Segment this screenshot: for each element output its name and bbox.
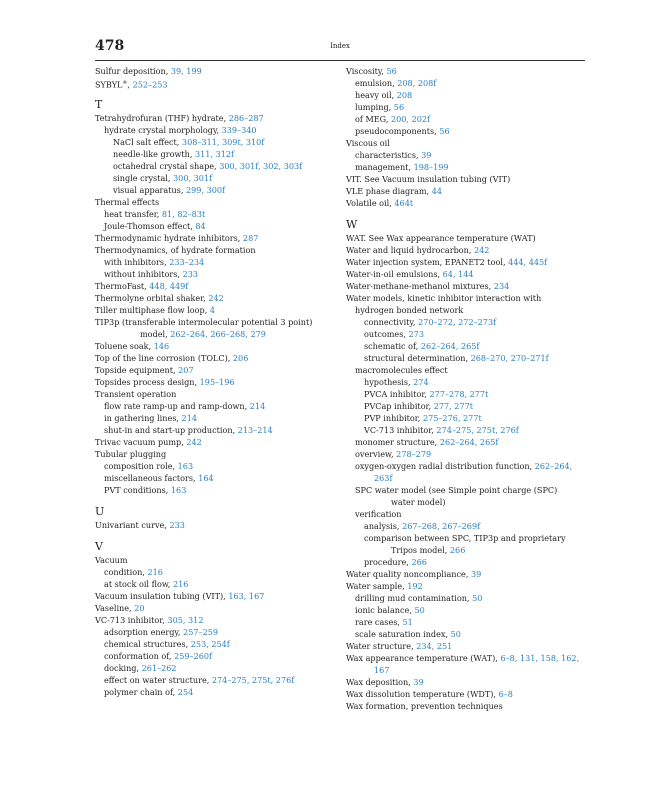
entry-term: scale saturation index, xyxy=(355,629,451,639)
page-reference-link[interactable]: 51 xyxy=(402,617,413,627)
entry-term: Wax formation, prevention techniques xyxy=(346,701,503,711)
entry-shut-in-start-up xyxy=(95,424,335,436)
page-reference-link[interactable]: 163, 167 xyxy=(228,591,265,601)
entry-term: monomer structure, xyxy=(355,437,440,447)
entry-miscellaneous-factors xyxy=(95,472,335,484)
entry-term-suffix: , xyxy=(127,79,133,90)
entry-univariant-curve xyxy=(95,519,335,531)
entry-term: without inhibitors, xyxy=(104,269,183,279)
entry-toluene-soak xyxy=(95,340,335,352)
page-reference-link[interactable]: 208 xyxy=(396,90,413,100)
entry-polymer-chain xyxy=(95,686,335,698)
entry-term: VC-713 inhibitor, xyxy=(364,425,437,435)
page-reference-link[interactable]: 277–278, 277t xyxy=(429,389,489,399)
entry-term: polymer chain of, xyxy=(104,687,178,697)
entry-analysis xyxy=(346,520,586,532)
entry-term: Water sample, xyxy=(346,581,408,591)
entry-thf-hydrate xyxy=(95,112,335,124)
page-reference-link[interactable]: 198–199 xyxy=(413,162,449,172)
page-reference-link[interactable]: 254 xyxy=(177,687,194,697)
entry-term: characteristics, xyxy=(355,150,422,160)
entry-term: VLE phase diagram, xyxy=(346,186,432,196)
entry-term: docking, xyxy=(104,663,142,673)
section-v: V xyxy=(95,540,103,553)
page-reference-link[interactable]: 207 xyxy=(178,365,194,375)
entry-viscosity xyxy=(346,65,586,77)
page-reference-link[interactable]: 257–259 xyxy=(183,627,219,637)
entry-trivac-vacuum-pump xyxy=(95,436,335,448)
entry-term: Tetrahydrofuran (THF) hydrate, xyxy=(95,113,229,123)
entry-term: needle-like growth, xyxy=(113,149,195,159)
entry-term: octahedral crystal shape, xyxy=(113,161,220,171)
entry-term: Wax dissolution temperature (WDT), xyxy=(346,689,499,699)
entry-term: Topside equipment, xyxy=(95,365,179,375)
page-reference-link[interactable]: 6–8 xyxy=(498,689,513,699)
page-reference-link[interactable]: 308–311, 309t, 310f xyxy=(181,137,265,147)
entry-term: Thermodynamics, of hydrate formation xyxy=(95,245,256,255)
entry-tip3p xyxy=(95,316,335,328)
entry-pvp-inhibitor xyxy=(346,412,586,424)
entry-composition-role xyxy=(95,460,335,472)
page-reference-link[interactable]: 259–260f xyxy=(174,651,213,661)
entry-adsorption-energy xyxy=(95,626,335,638)
entry-term: lumping, xyxy=(355,102,394,112)
entry-term: PVCap inhibitor, xyxy=(364,401,434,411)
page-reference-link[interactable]: 268–270, 270–271f xyxy=(470,353,549,363)
entry-term: Trivac vacuum pump, xyxy=(95,437,187,447)
page-reference-link[interactable]: 56 xyxy=(393,102,405,112)
entry-term: connectivity, xyxy=(364,317,419,327)
entry-term: Vaseline, xyxy=(95,603,135,613)
page-reference-link[interactable]: 233 xyxy=(182,269,199,279)
entry-term: water model) xyxy=(391,497,446,507)
entry-term: PVCA inhibitor, xyxy=(364,389,430,399)
entry-transient-operation xyxy=(95,388,335,400)
page-header xyxy=(95,38,585,61)
entry-of-meg xyxy=(346,113,586,125)
page-reference-link[interactable]: 6–8, 131, 158, 162, xyxy=(500,653,580,663)
entry-term: PVT conditions, xyxy=(104,485,171,495)
entry-term: management, xyxy=(355,162,414,172)
entry-term: VIT. See Vacuum insulation tubing (VIT) xyxy=(346,174,511,184)
page-reference-link[interactable]: 274 xyxy=(413,377,429,387)
entry-oxygen-oxygen-rdf-cont xyxy=(346,472,586,484)
entry-connectivity xyxy=(346,316,586,328)
page-reference-link[interactable]: 286–287 xyxy=(228,113,264,123)
entry-term: ThermoFast, xyxy=(95,281,150,291)
entry-vle-phase-diagram xyxy=(346,185,586,197)
entry-term: shut-in and start-up production, xyxy=(104,425,238,435)
page-number: 478 xyxy=(95,38,125,54)
page-reference-link[interactable]: 275–276, 277t xyxy=(422,413,482,423)
page-reference-link[interactable]: 233 xyxy=(169,520,185,530)
entry-heavy-oil xyxy=(346,89,586,101)
entry-ionic-balance xyxy=(346,604,586,616)
entry-pvt-conditions xyxy=(95,484,335,496)
entry-term: Vacuum insulation tubing (VIT), xyxy=(95,591,229,601)
entry-term: Topsides process design, xyxy=(95,377,200,387)
running-head: Index xyxy=(330,42,350,50)
entry-topsides-process-design xyxy=(95,376,335,388)
entry-stock-oil-flow xyxy=(95,578,335,590)
entry-wat xyxy=(346,232,586,244)
entry-vc-713-inhibitor-w xyxy=(346,424,586,436)
entry-term: single crystal, xyxy=(113,173,174,183)
entry-term: Water-methane-methanol mixtures, xyxy=(346,281,494,291)
page-reference-link[interactable]: 20 xyxy=(134,603,145,613)
entry-term: PVP inhibitor, xyxy=(364,413,423,423)
registered-mark: ® xyxy=(122,80,128,86)
entry-term: VC-713 inhibitor, xyxy=(95,615,168,625)
entry-term: structural determination, xyxy=(364,353,471,363)
entry-lumping xyxy=(346,101,586,113)
entry-monomer-structure xyxy=(346,436,586,448)
entry-tip3p-model xyxy=(95,328,335,340)
entry-water-in-oil-emulsions xyxy=(346,268,586,280)
page-reference-link[interactable]: 84 xyxy=(195,221,206,231)
entry-term: at stock oil flow, xyxy=(104,579,173,589)
entry-term: miscellaneous factors, xyxy=(104,473,199,483)
page-reference-link[interactable]: 81, 82–83t xyxy=(161,209,206,219)
page-reference-link[interactable]: 266 xyxy=(411,557,427,567)
entry-term: Water quality noncompliance, xyxy=(346,569,471,579)
section-t: T xyxy=(95,98,103,111)
page-reference-link[interactable]: 300, 301f xyxy=(173,173,213,183)
entry-term: chemical structures, xyxy=(104,639,191,649)
entry-term: analysis, xyxy=(364,521,403,531)
page-reference-link[interactable]: 39, 199 xyxy=(170,66,202,76)
page-reference-link[interactable]: 274–275, 275t, 276f xyxy=(436,425,519,435)
entry-joule-thomson xyxy=(95,220,335,232)
entry-term: Thermolyne orbital shaker, xyxy=(95,293,209,303)
entry-term: conformation of, xyxy=(104,651,175,661)
entry-tripos-model xyxy=(346,544,586,556)
entry-term: SPC water model (see Simple point charge (SPC) xyxy=(355,485,558,495)
page-reference-link[interactable]: 299, 300f xyxy=(186,185,226,195)
page-reference-link[interactable]: 195–196 xyxy=(199,377,235,387)
entry-tiller-multiphase-flow-loop xyxy=(95,304,335,316)
entry-term: Vacuum xyxy=(95,555,128,565)
entry-term: schematic of, xyxy=(364,341,421,351)
entry-tolc xyxy=(95,352,335,364)
page-reference-link[interactable]: 216 xyxy=(172,579,189,589)
page-reference-link[interactable]: 50 xyxy=(472,593,483,603)
entry-water-structure xyxy=(346,640,586,652)
entry-gathering-lines xyxy=(95,412,335,424)
entry-term: emulsion, xyxy=(355,78,398,88)
entry-sulfur-deposition xyxy=(95,65,335,77)
entry-term: Thermal effects xyxy=(95,197,160,207)
page-reference-link[interactable]: 50 xyxy=(450,629,461,639)
entry-single-crystal xyxy=(95,172,335,184)
page-reference-link[interactable]: 56 xyxy=(386,66,397,76)
entry-visual-apparatus xyxy=(95,184,335,196)
entry-overview xyxy=(346,448,586,460)
page-reference-link[interactable]: 233–234 xyxy=(169,257,205,267)
entry-term: composition role, xyxy=(104,461,178,471)
entry-octahedral-crystal-shape xyxy=(95,160,335,172)
page-reference-link[interactable]: 39 xyxy=(413,677,424,687)
index-column-right xyxy=(346,65,586,712)
entry-term: Viscosity, xyxy=(346,66,387,76)
page-reference-link[interactable]: 214 xyxy=(181,413,197,423)
page-reference-link[interactable]: 339–340 xyxy=(221,125,257,135)
section-u: U xyxy=(95,505,105,518)
page-reference-link[interactable]: 253, 254f xyxy=(190,639,230,649)
entry-term: Thermodynamic hydrate inhibitors, xyxy=(95,233,243,243)
page-reference-link[interactable]: 267–268, 267–269f xyxy=(402,521,481,531)
entry-schematic-of xyxy=(346,340,586,352)
entry-term: effect on water structure, xyxy=(104,675,212,685)
entry-vit xyxy=(346,173,586,185)
page-reference-link[interactable]: 242 xyxy=(473,245,490,255)
entry-rare-cases xyxy=(346,616,586,628)
entry-flow-rate-ramp xyxy=(95,400,335,412)
entry-hypothesis xyxy=(346,376,586,388)
entry-vc-713-inhibitor xyxy=(95,614,335,626)
page-reference-link[interactable]: 242 xyxy=(208,293,224,303)
page-reference-link[interactable]: 252–253 xyxy=(132,79,168,90)
entry-term: of MEG, xyxy=(355,114,391,124)
page-reference-link[interactable]: 274–275, 275t, 276f xyxy=(211,675,295,685)
entry-term: hydrogen bonded network xyxy=(355,305,464,315)
page-reference-link[interactable]: 305, 312 xyxy=(167,615,204,625)
entry-term: macromolecules effect xyxy=(355,365,448,375)
page-reference-link[interactable]: 56 xyxy=(439,126,450,136)
entry-hydrogen-bonded-network xyxy=(346,304,586,316)
entry-wax-formation xyxy=(346,700,586,712)
entry-thermofast xyxy=(95,280,335,292)
page-reference-link[interactable]: 270–272, 272–273f xyxy=(418,317,497,327)
page-reference-link[interactable]: 167 xyxy=(374,665,390,675)
entry-thermolyne-orbital-shaker xyxy=(95,292,335,304)
entry-comparison-spc-tip3p xyxy=(346,532,586,544)
entry-term: pseudocomponents, xyxy=(355,126,440,136)
page-reference-link[interactable]: 39 xyxy=(421,150,432,160)
page-reference-link[interactable]: 216 xyxy=(147,567,163,577)
entry-term: procedure, xyxy=(364,557,412,567)
page-reference-link[interactable]: 4 xyxy=(209,305,216,315)
entry-term: Sulfur deposition, xyxy=(95,66,171,76)
entry-wax-deposition xyxy=(346,676,586,688)
page-reference-link[interactable]: 261–262 xyxy=(141,663,177,673)
entry-thermodynamic-hydrate-inhibitors xyxy=(95,232,335,244)
entry-term: SYBYL xyxy=(95,79,123,90)
entry-term: visual apparatus, xyxy=(113,185,186,195)
entry-spc-water-model-cont xyxy=(346,496,586,508)
entry-term: NaCl salt effect, xyxy=(113,137,182,147)
entry-term: Joule-Thomson effect, xyxy=(104,221,196,231)
entry-chemical-structures xyxy=(95,638,335,650)
page-reference-link[interactable]: 277, 277t xyxy=(433,401,473,411)
entry-spc-water-model xyxy=(346,484,586,496)
entry-term: adsorption energy, xyxy=(104,627,184,637)
entry-tubular-plugging xyxy=(95,448,335,460)
page-reference-link[interactable]: 214 xyxy=(249,401,266,411)
entry-viscous-oil xyxy=(346,137,586,149)
entry-emulsion xyxy=(346,77,586,89)
section-w: W xyxy=(346,218,358,231)
entry-term: WAT. See Wax appearance temperature (WAT) xyxy=(346,233,536,243)
page-reference-link[interactable]: 164 xyxy=(198,473,214,483)
entry-sybyl xyxy=(95,77,335,89)
entry-term: Tubular plugging xyxy=(95,449,167,459)
entry-term: Wax deposition, xyxy=(346,677,414,687)
entry-term: outcomes, xyxy=(364,329,409,339)
page-reference-link[interactable]: 262–264, 265f xyxy=(420,341,480,351)
entry-term: with inhibitors, xyxy=(104,257,170,267)
entry-water-sample xyxy=(346,580,586,592)
entry-outcomes xyxy=(346,328,586,340)
entry-vacuum-condition xyxy=(95,566,335,578)
entry-term: Water models, kinetic inhibitor interaction with xyxy=(346,293,542,303)
entry-wax-dissolution-temperature xyxy=(346,688,586,700)
entry-management xyxy=(346,161,586,173)
entry-term: Volatile oil, xyxy=(346,198,395,208)
entry-term: TIP3p (transferable intermolecular potential 3 point) xyxy=(95,317,313,327)
page-reference-link[interactable]: 146 xyxy=(153,341,170,351)
page-reference-link[interactable]: 262–264, 266–268, 279 xyxy=(170,329,266,339)
entry-pvca-inhibitor xyxy=(346,388,586,400)
page-reference-link[interactable]: 39 xyxy=(470,569,482,579)
entry-without-inhibitors xyxy=(95,268,335,280)
entry-water-methane-methanol xyxy=(346,280,586,292)
page-reference-link[interactable]: 262–264, 265f xyxy=(439,437,499,447)
entry-needle-like-growth xyxy=(95,148,335,160)
entry-term: comparison between SPC, TIP3p and proprietary xyxy=(364,533,566,543)
entry-nacl-salt-effect xyxy=(95,136,335,148)
page-reference-link[interactable]: 163 xyxy=(170,485,187,495)
entry-macromolecules-effect xyxy=(346,364,586,376)
entry-thermodynamics-hydrate-formation xyxy=(95,244,335,256)
entry-vacuum-insulation-tubing xyxy=(95,590,335,602)
entry-term: Toluene soak, xyxy=(95,341,154,351)
entry-term: Water and liquid hydrocarbon, xyxy=(346,245,474,255)
entry-term: hydrate crystal morphology, xyxy=(104,125,222,135)
page-reference-link[interactable]: 234 xyxy=(493,281,510,291)
page-reference-link[interactable]: 263f xyxy=(374,473,393,483)
page-reference-link[interactable]: 200, 202f xyxy=(390,114,431,124)
entry-volatile-oil xyxy=(346,197,586,209)
entry-term: in gathering lines, xyxy=(104,413,182,423)
entry-term: flow rate ramp-up and ramp-down, xyxy=(104,401,250,411)
entry-term: Water injection system, EPANET2 tool, xyxy=(346,257,509,267)
page-reference-link[interactable]: 206 xyxy=(232,353,249,363)
entry-pseudocomponents xyxy=(346,125,586,137)
entry-verification xyxy=(346,508,586,520)
entry-term: Transient operation xyxy=(95,389,177,399)
entry-hydrate-crystal-morphology xyxy=(95,124,335,136)
entry-term: Water-in-oil emulsions, xyxy=(346,269,443,279)
page-reference-link[interactable]: 234, 251 xyxy=(416,641,453,651)
page-reference-link[interactable]: 64, 144 xyxy=(442,269,474,279)
entry-term: overview, xyxy=(355,449,397,459)
entry-scale-saturation-index xyxy=(346,628,586,640)
entry-water-quality-noncompliance xyxy=(346,568,586,580)
entry-wax-appearance-temperature-cont xyxy=(346,664,586,676)
entry-term: Univariant curve, xyxy=(95,520,170,530)
entry-vaseline xyxy=(95,602,335,614)
page-reference-link[interactable]: 448, 449f xyxy=(149,281,189,291)
page-reference-link[interactable]: 300, 301f, 302, 303f xyxy=(219,161,303,171)
page-reference-link[interactable]: 311, 312f xyxy=(195,149,235,159)
entry-term: oxygen-oxygen radial distribution function, xyxy=(355,461,535,471)
entry-term: hypothesis, xyxy=(364,377,414,387)
entry-pvcap-inhibitor xyxy=(346,400,586,412)
page-reference-link[interactable]: 208, 208f xyxy=(397,78,437,88)
entry-drilling-mud-contamination xyxy=(346,592,586,604)
entry-conformation-of xyxy=(95,650,335,662)
entry-term: heavy oil, xyxy=(355,90,397,100)
entry-effect-water-structure xyxy=(95,674,335,686)
entry-term: ionic balance, xyxy=(355,605,415,615)
page-reference-link[interactable]: 287 xyxy=(242,233,259,243)
entry-term: condition, xyxy=(104,567,148,577)
entry-heat-transfer xyxy=(95,208,335,220)
entry-term: Top of the line corrosion (TOLC), xyxy=(95,353,233,363)
page-reference-link[interactable]: 213–214 xyxy=(237,425,273,435)
entry-term: verification xyxy=(355,509,402,519)
page-reference-link[interactable]: 262–264, xyxy=(534,461,573,471)
page-reference-link[interactable]: 273 xyxy=(408,329,424,339)
entry-oxygen-oxygen-rdf xyxy=(346,460,586,472)
entry-water-models xyxy=(346,292,586,304)
entry-term: drilling mud contamination, xyxy=(355,593,473,603)
page-reference-link[interactable]: 163 xyxy=(177,461,194,471)
page-reference-link[interactable]: 444, 445f xyxy=(508,257,548,267)
entry-procedure xyxy=(346,556,586,568)
page-reference-link[interactable]: 464t xyxy=(394,198,414,208)
page-reference-link[interactable]: 44 xyxy=(431,186,443,196)
entry-term: rare cases, xyxy=(355,617,403,627)
entry-vacuum xyxy=(95,554,335,566)
entry-term: Wax appearance temperature (WAT), xyxy=(346,653,501,663)
page-reference-link[interactable]: 192 xyxy=(407,581,423,591)
page-reference-link[interactable]: 278–279 xyxy=(396,449,432,459)
entry-structural-determination xyxy=(346,352,586,364)
page-reference-link[interactable]: 50 xyxy=(414,605,425,615)
entry-docking xyxy=(95,662,335,674)
entry-thermal-effects xyxy=(95,196,335,208)
entry-term: Water structure, xyxy=(346,641,417,651)
entry-characteristics xyxy=(346,149,586,161)
index-column-left xyxy=(95,65,335,698)
page-reference-link[interactable]: 266 xyxy=(449,545,466,555)
entry-term: model, xyxy=(140,329,171,339)
entry-term: Tripos model, xyxy=(391,545,450,555)
entry-term: Tiller multiphase flow loop, xyxy=(95,305,210,315)
entry-water-injection-system xyxy=(346,256,586,268)
entry-with-inhibitors xyxy=(95,256,335,268)
entry-term: Viscous oil xyxy=(346,138,390,148)
entry-term: heat transfer, xyxy=(104,209,162,219)
entry-wax-appearance-temperature xyxy=(346,652,586,664)
page-reference-link[interactable]: 242 xyxy=(186,437,202,447)
entry-water-liquid-hydrocarbon xyxy=(346,244,586,256)
entry-topside-equipment xyxy=(95,364,335,376)
